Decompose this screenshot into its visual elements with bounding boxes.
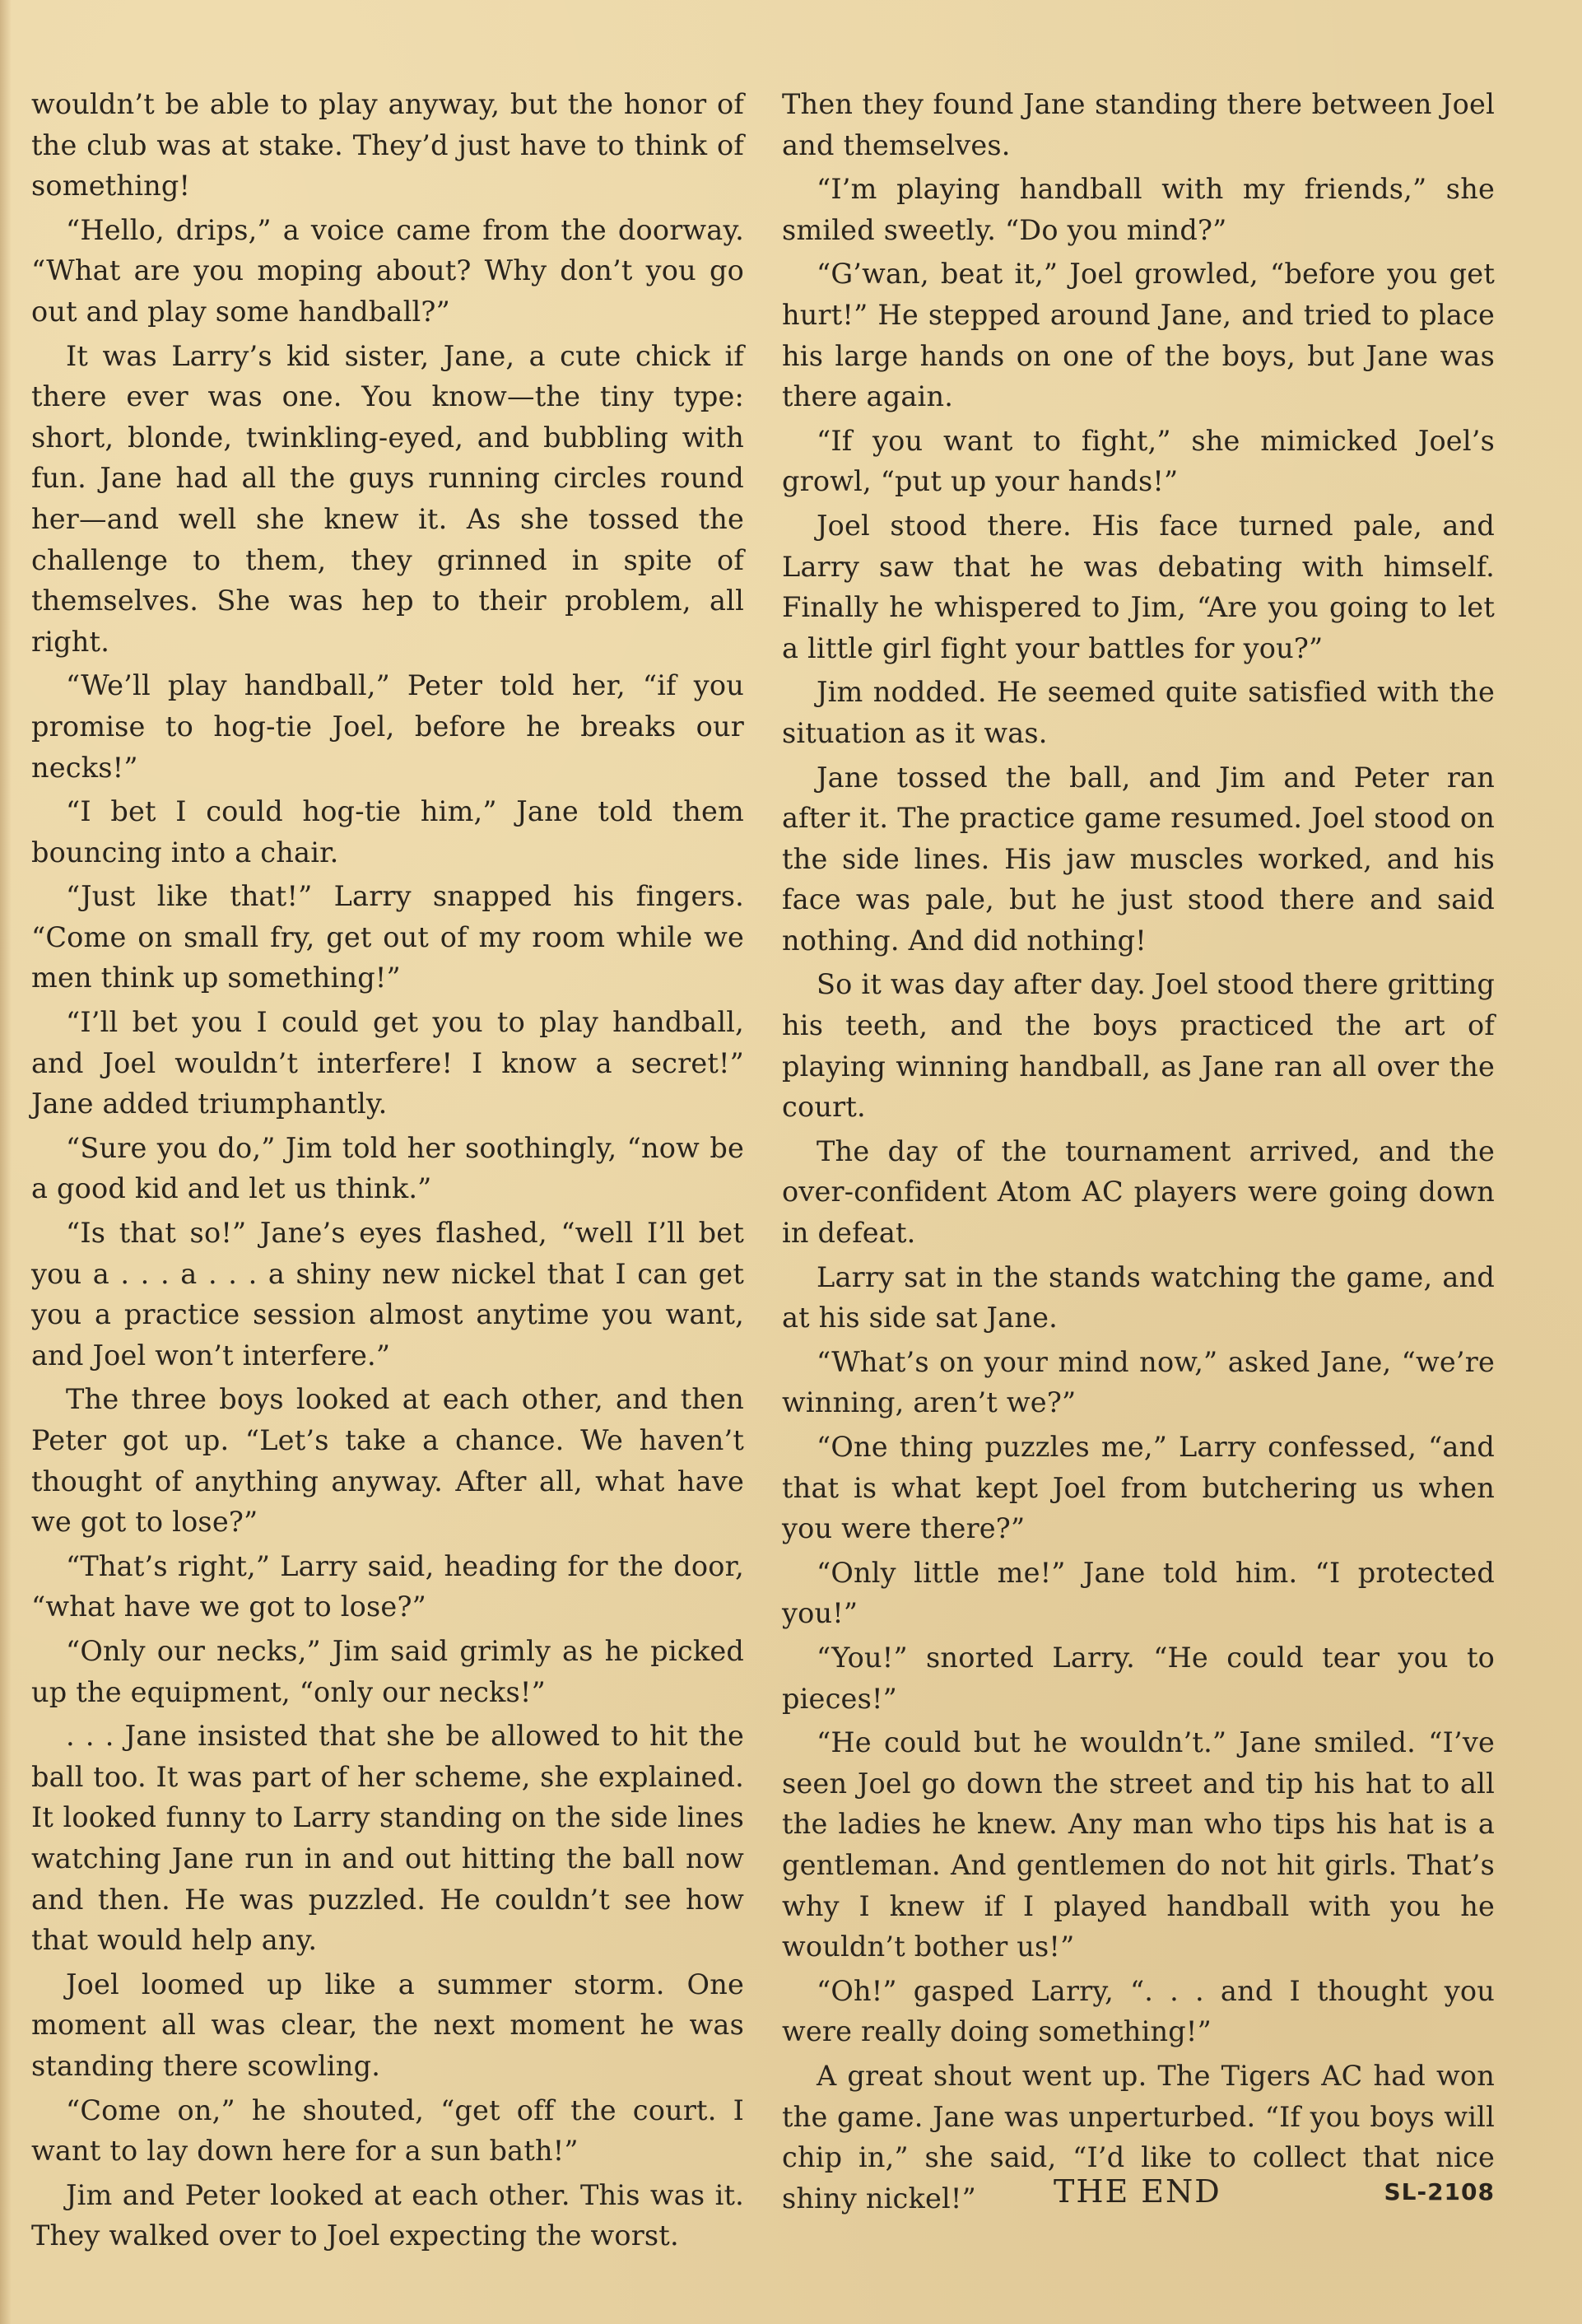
paragraph: “I bet I could hog-tie him,” Jane told them bouncing into a chair.	[31, 795, 744, 869]
paragraph: “Sure you do,” Jim told her soothingly, “now be a good kid and let us think.”	[31, 1131, 744, 1205]
paragraph: “Only our necks,” Jim said grimly as he picked up the equipment, “only our necks!”	[31, 1634, 744, 1708]
paragraph: It was Larry’s kid sister, Jane, a cute chick if there ever was one. You know—the tiny type: short, blonde, twinkling-eyed, and bubbling with fun. Jane had all the guys running circles round her—and well she knew it. As she tossed the challenge to them, they grinned in spite of themselves. She was hep to their problem, all right.	[31, 339, 744, 658]
paragraph: Jane tossed the ball, and Jim and Peter ran after it. The practice game resumed. Joel stood on the side lines. His jaw muscles worked, and his face was pale, but he just stood there and said nothing. And did nothing!	[782, 761, 1495, 957]
paragraph: “You!” snorted Larry. “He could tear you to pieces!”	[782, 1641, 1495, 1715]
page-footer	[782, 2173, 1495, 2223]
paragraph: “I’ll bet you I could get you to play handball, and Joel wouldn’t interfere! I know a secret!” Jane added triumphantly.	[31, 1006, 744, 1120]
paragraph: “We’ll play handball,” Peter told her, “if you promise to hog-tie Joel, before he breaks our necks!”	[31, 669, 744, 784]
paragraph: A great shout went up. The Tigers AC had won the game. Jane was unperturbed. “If you boys will chip in,” she said, “I’d like to collect that nice shiny nickel!”	[782, 2059, 1495, 2215]
publication-code: SL-2108	[1384, 2178, 1495, 2205]
paragraph: Joel loomed up like a summer storm. One moment all was clear, the next moment he was standing there scowling.	[31, 1968, 744, 2082]
paragraph: “What’s on your mind now,” asked Jane, “we’re winning, aren’t we?”	[782, 1345, 1495, 1419]
paragraph: “He could but he wouldn’t.” Jane smiled. “I’ve seen Joel go down the street and tip his hat to all the ladies he knew. Any man who tips his hat is a gentleman. And gentlemen do not hit girls. That’s why I knew if I played handball with you he wouldn’t bother us!”	[782, 1726, 1495, 1963]
paragraph: “One thing puzzles me,” Larry confessed, “and that is what kept Joel from butchering us when you were there?”	[782, 1431, 1495, 1545]
left-text-column	[31, 84, 744, 2260]
paragraph: “G’wan, beat it,” Joel growled, “before you get hurt!” He stepped around Jane, and tried to place his large hands on one of the boys, but Jane was there again.	[782, 258, 1495, 413]
paragraph: Jim nodded. He seemed quite satisfied with the situation as it was.	[782, 676, 1495, 749]
paragraph: “Hello, drips,” a voice came from the doorway. “What are you moping about? Why don’t you go out and play some handball?”	[31, 213, 744, 328]
paragraph: “I’m playing handball with my friends,” she smiled sweetly. “Do you mind?”	[782, 173, 1495, 246]
paragraph: The three boys looked at each other, and then Peter got up. “Let’s take a chance. We haven’t thought of anything anyway. After all, what have we got to lose?”	[31, 1383, 744, 1539]
paragraph: “If you want to fight,” she mimicked Joel’s growl, “put up your hands!”	[782, 424, 1495, 498]
paragraph: “Oh!” gasped Larry, “. . . and I thought you were really doing something!”	[782, 1974, 1495, 2048]
paragraph: Joel stood there. His face turned pale, and Larry saw that he was debating with himself. Finally he whispered to Jim, “Are you going to let a little girl fight your battles for you?”	[782, 509, 1495, 664]
page-edge-shadow	[0, 0, 12, 2324]
paragraph: “Come on,” he shouted, “get off the court. I want to lay down here for a sun bath!”	[31, 2093, 744, 2168]
paragraph: wouldn’t be able to play anyway, but the honor of the club was at stake. They’d just have to think of something!	[31, 88, 744, 203]
paragraph: The day of the tournament arrived, and the over-confident Atom AC players were going down in defeat.	[782, 1134, 1495, 1250]
paragraph: So it was day after day. Joel stood there gritting his teeth, and the boys practiced the art of playing winning handball, as Jane ran all over the court.	[782, 968, 1495, 1124]
paragraph: Larry sat in the stands watching the game, and at his side sat Jane.	[782, 1260, 1495, 1334]
right-text-column	[782, 84, 1495, 2222]
the-end-label: THE END	[1054, 2173, 1221, 2210]
paragraph: “That’s right,” Larry said, heading for the door, “what have we got to lose?”	[31, 1549, 744, 1623]
paragraph: Jim and Peter looked at each other. This was it. They walked over to Joel expecting the worst.	[31, 2178, 744, 2252]
paragraph: “Only little me!” Jane told him. “I protected you!”	[782, 1556, 1495, 1630]
paragraph: “Is that so!” Jane’s eyes flashed, “well I’ll bet you a . . . a . . . a shiny new nickel that I can get you a practice session almost anytime you want, and Joel won’t interfere.”	[31, 1217, 744, 1372]
paragraph: . . . Jane insisted that she be allowed to hit the ball too. It was part of her scheme, she explained. It looked funny to Larry standing on the side lines watching Jane run in and out hitting the ball now and then. He was puzzled. He couldn’t see how that would help any.	[31, 1720, 744, 1957]
paragraph: Then they found Jane standing there between Joel and themselves.	[782, 88, 1495, 161]
paragraph: “Just like that!” Larry snapped his fingers. “Come on small fry, get out of my room while we men think up something!”	[31, 880, 744, 994]
